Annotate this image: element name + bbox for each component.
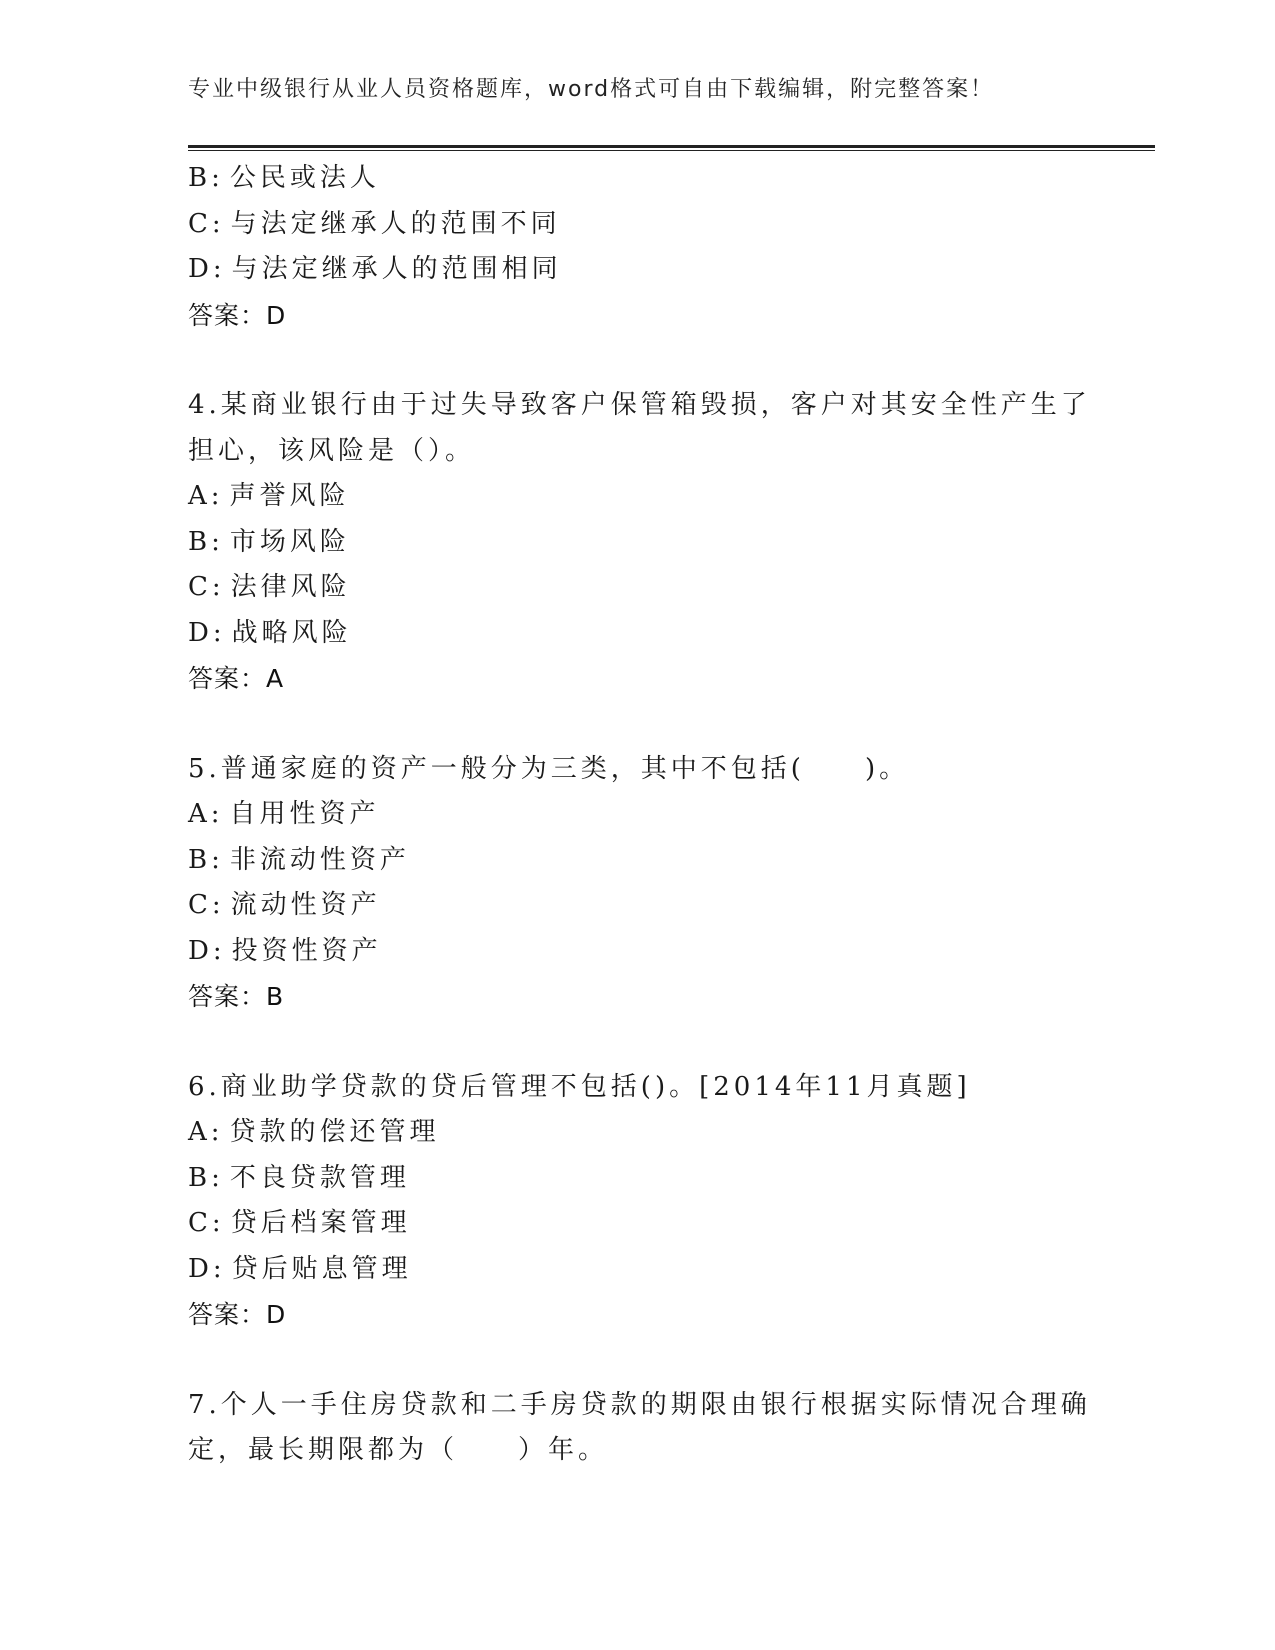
option-row: [188, 156, 1088, 202]
option-row: [188, 202, 1088, 248]
question-6: [188, 1065, 1088, 1338]
question-text-line: 定，最长期限都为（ ）年。: [188, 1435, 609, 1465]
answer-line: 答案：B: [188, 982, 285, 1011]
option-text: 非流动性资产: [229, 844, 410, 875]
option-separator: :: [210, 481, 224, 511]
option-separator: :: [212, 1253, 226, 1284]
option-text: 市场风险: [229, 526, 350, 557]
option-row: [188, 611, 1088, 657]
option-key: A: [188, 799, 211, 829]
option-key: D: [188, 935, 213, 966]
question-7: [188, 1383, 1091, 1474]
option-text: 自用性资产: [229, 799, 380, 829]
option-key: B: [188, 1162, 212, 1193]
option-separator: :: [212, 254, 226, 284]
option-row: [188, 1156, 1088, 1202]
option-text: 不良贷款管理: [229, 1162, 410, 1193]
option-text: 与法定继承人的范围不同: [230, 208, 561, 239]
option-separator: :: [210, 799, 224, 829]
option-separator: :: [211, 526, 224, 557]
option-row: [188, 1201, 1088, 1247]
option-text: 贷后贴息管理: [231, 1253, 412, 1284]
option-separator: :: [211, 844, 224, 875]
option-key: B: [188, 526, 212, 557]
option-separator: :: [211, 163, 224, 193]
question-text-line: 7.个人一手住房贷款和二手房贷款的期限由银行根据实际情况合理确: [188, 1389, 1091, 1420]
header-divider: [188, 145, 1155, 151]
option-text: 贷后档案管理: [230, 1208, 411, 1238]
carryover-block: [188, 156, 1088, 338]
option-key: A: [188, 1117, 211, 1147]
option-text: 法律风险: [230, 572, 351, 602]
question-4: [188, 383, 1091, 702]
question-text-line: 6.商业助学贷款的贷后管理不包括()。[2014年11月真题]: [188, 1071, 971, 1102]
option-row: [188, 929, 1088, 975]
option-row: [188, 474, 1088, 520]
answer-line: 答案：D: [188, 1300, 287, 1329]
option-separator: :: [212, 935, 226, 966]
answer-line: 答案：D: [188, 300, 287, 330]
option-row: [188, 247, 1088, 293]
option-separator: :: [211, 572, 225, 602]
option-text: 公民或法人: [229, 163, 380, 193]
option-row: [188, 520, 1088, 566]
question-list: [188, 156, 1091, 1474]
question-5: [188, 747, 1088, 1020]
option-row: [188, 565, 1088, 611]
option-text: 投资性资产: [231, 935, 382, 966]
option-text: 声誉风险: [229, 481, 350, 511]
option-key: D: [188, 1253, 213, 1284]
option-row: [188, 792, 1088, 838]
option-separator: :: [211, 890, 225, 920]
question-text-line: 5.普通家庭的资产一般分为三类，其中不包括( )。: [188, 753, 910, 784]
page-header: 专业中级银行从业人员资格题库，word格式可自由下载编辑，附完整答案！: [188, 77, 995, 102]
option-text: 与法定继承人的范围相同: [231, 254, 562, 284]
option-row: [188, 1110, 1088, 1156]
question-text-line: 4.某商业银行由于过失导致客户保管箱毁损，客户对其安全性产生了: [188, 390, 1091, 420]
option-key: A: [188, 481, 211, 511]
question-text-line: 担心，该风险是（）。: [188, 435, 476, 466]
option-separator: :: [211, 1162, 224, 1193]
answer-line: 答案：A: [188, 664, 285, 693]
option-text: 战略风险: [231, 617, 352, 648]
option-key: C: [188, 572, 212, 602]
option-row: [188, 1247, 1088, 1293]
option-separator: :: [210, 1117, 224, 1147]
option-key: B: [188, 163, 212, 193]
option-row: [188, 883, 1088, 929]
option-key: C: [188, 890, 212, 920]
option-separator: :: [211, 208, 225, 239]
option-separator: :: [211, 1208, 225, 1238]
option-key: D: [188, 254, 213, 284]
option-row: [188, 838, 1088, 884]
option-key: B: [188, 844, 212, 875]
option-text: 贷款的偿还管理: [229, 1117, 440, 1147]
option-key: C: [188, 208, 212, 239]
option-separator: :: [212, 617, 226, 648]
option-key: C: [188, 1208, 212, 1238]
option-key: D: [188, 617, 213, 648]
option-text: 流动性资产: [230, 890, 381, 920]
